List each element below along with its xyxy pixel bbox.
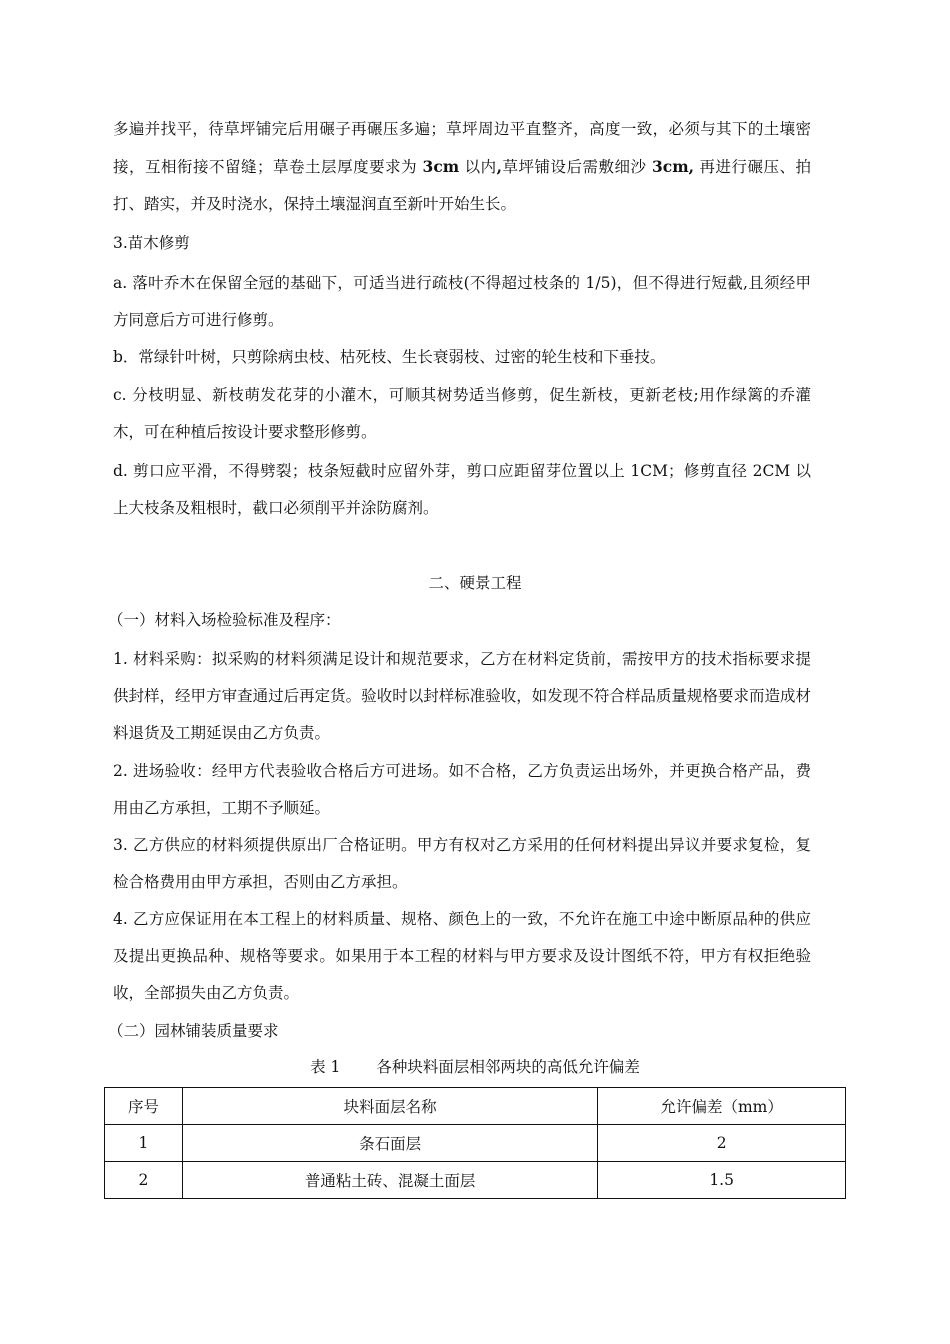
table-cell: 2 <box>105 1162 183 1199</box>
paragraph-item-b: b．常绿针叶树，只剪除病虫枝、枯死枝、生长衰弱枝、过密的轮生枝和下垂技。 <box>113 348 666 366</box>
table-cell: 1.5 <box>598 1162 846 1199</box>
paragraph-item-a: a. 落叶乔木在保留全冠的基础下，可适当进行疏枝(不得超过枝条的 1/5)，但不得进行短截,且须经甲方同意后方可进行修剪。 <box>113 274 811 329</box>
header-cell-surface-name: 块料面层名称 <box>182 1088 597 1125</box>
text-run: 多遍并找平，待草坪铺完后用碾子再碾压多遍；草坪周边平直整齐，高度一致，必须与其下的土壤密接，互相衔接不留缝；草卷土层厚度要求为 <box>113 120 811 176</box>
table-cell: 条石面层 <box>182 1125 597 1162</box>
paragraph-material-purchase: 1. 材料采购：拟采购的材料须满足设计和规范要求，乙方在材料定货前，需按甲方的技术指标要求提供封样，经甲方审查通过后再定货。验收时以封样标准验收，如发现不符合样品质量规格要求而造成材料退货及工期延误由乙方负责。 <box>113 650 811 742</box>
text-run: 以内 <box>459 158 497 176</box>
table-header-row <box>105 1088 846 1125</box>
paragraph-consistency: 4. 乙方应保证用在本工程上的材料质量、规格、颜色上的一致，不允许在施工中途中断原品种的供应及提出更换品种、规格等要求。如果用于本工程的材料与甲方要求及设计图纸不符，甲方有权拒绝验收，全部损失由乙方负责。 <box>113 910 811 1002</box>
table-cell: 1 <box>105 1125 183 1162</box>
header-cell-index: 序号 <box>105 1088 183 1125</box>
paragraph-site-acceptance: 2. 进场验收：经甲方代表验收合格后方可进场。如不合格，乙方负责运出场外，并更换合格产品，费用由乙方承担，工期不予顺延。 <box>113 762 811 817</box>
table-cell: 2 <box>598 1125 846 1162</box>
paragraph-item-d: d. 剪口应平滑，不得劈裂；枝条短截时应留外芽，剪口应距留芽位置以上 1CM；修剪直径 2CM 以上大枝条及粗根时，截口必须削平并涂防腐剂。 <box>113 462 811 517</box>
bold-run: 3cm <box>422 157 460 176</box>
table-row <box>105 1125 846 1162</box>
deviation-table <box>104 1087 846 1199</box>
header-cell-tolerance: 允许偏差（mm） <box>598 1088 846 1125</box>
bold-run: 3cm, <box>652 157 695 176</box>
subheading-paving-quality: （二）园林铺装质量要求 <box>108 1022 279 1040</box>
table-caption <box>0 1049 950 1086</box>
paragraph-lawn-laying <box>113 111 811 223</box>
section-title-hardscape: 二、硬景工程 <box>428 574 522 592</box>
subheading-material-inspection: （一）材料入场检验标准及程序： <box>108 611 341 629</box>
table-caption-number: 表 1 <box>310 1058 341 1076</box>
paragraph-certificate: 3. 乙方供应的材料须提供原出厂合格证明。甲方有权对乙方采用的任何材料提出异议并要求复检，复检合格费用由甲方承担，否则由乙方承担。 <box>113 836 811 891</box>
table-row <box>105 1162 846 1199</box>
text-run: 草坪铺设后需敷细沙 <box>502 158 652 176</box>
bold-run: , <box>496 157 503 176</box>
paragraph-item-c: c. 分枝明显、新枝萌发花芽的小灌木，可顺其树势适当修剪，促生新枝，更新老枝;用作绿篱的乔灌木，可在种植后按设计要求整形修剪。 <box>113 386 811 441</box>
text-run: 再进行碾压、拍打、踏实，并及时浇水，保持土壤湿润直至新叶开始生长。 <box>113 158 811 213</box>
table-cell: 普通粘土砖、混凝土面层 <box>182 1162 597 1199</box>
table-caption-text: 各种块料面层相邻两块的高低允许偏差 <box>376 1058 640 1076</box>
heading-seedling-pruning: 3.苗木修剪 <box>113 234 190 252</box>
